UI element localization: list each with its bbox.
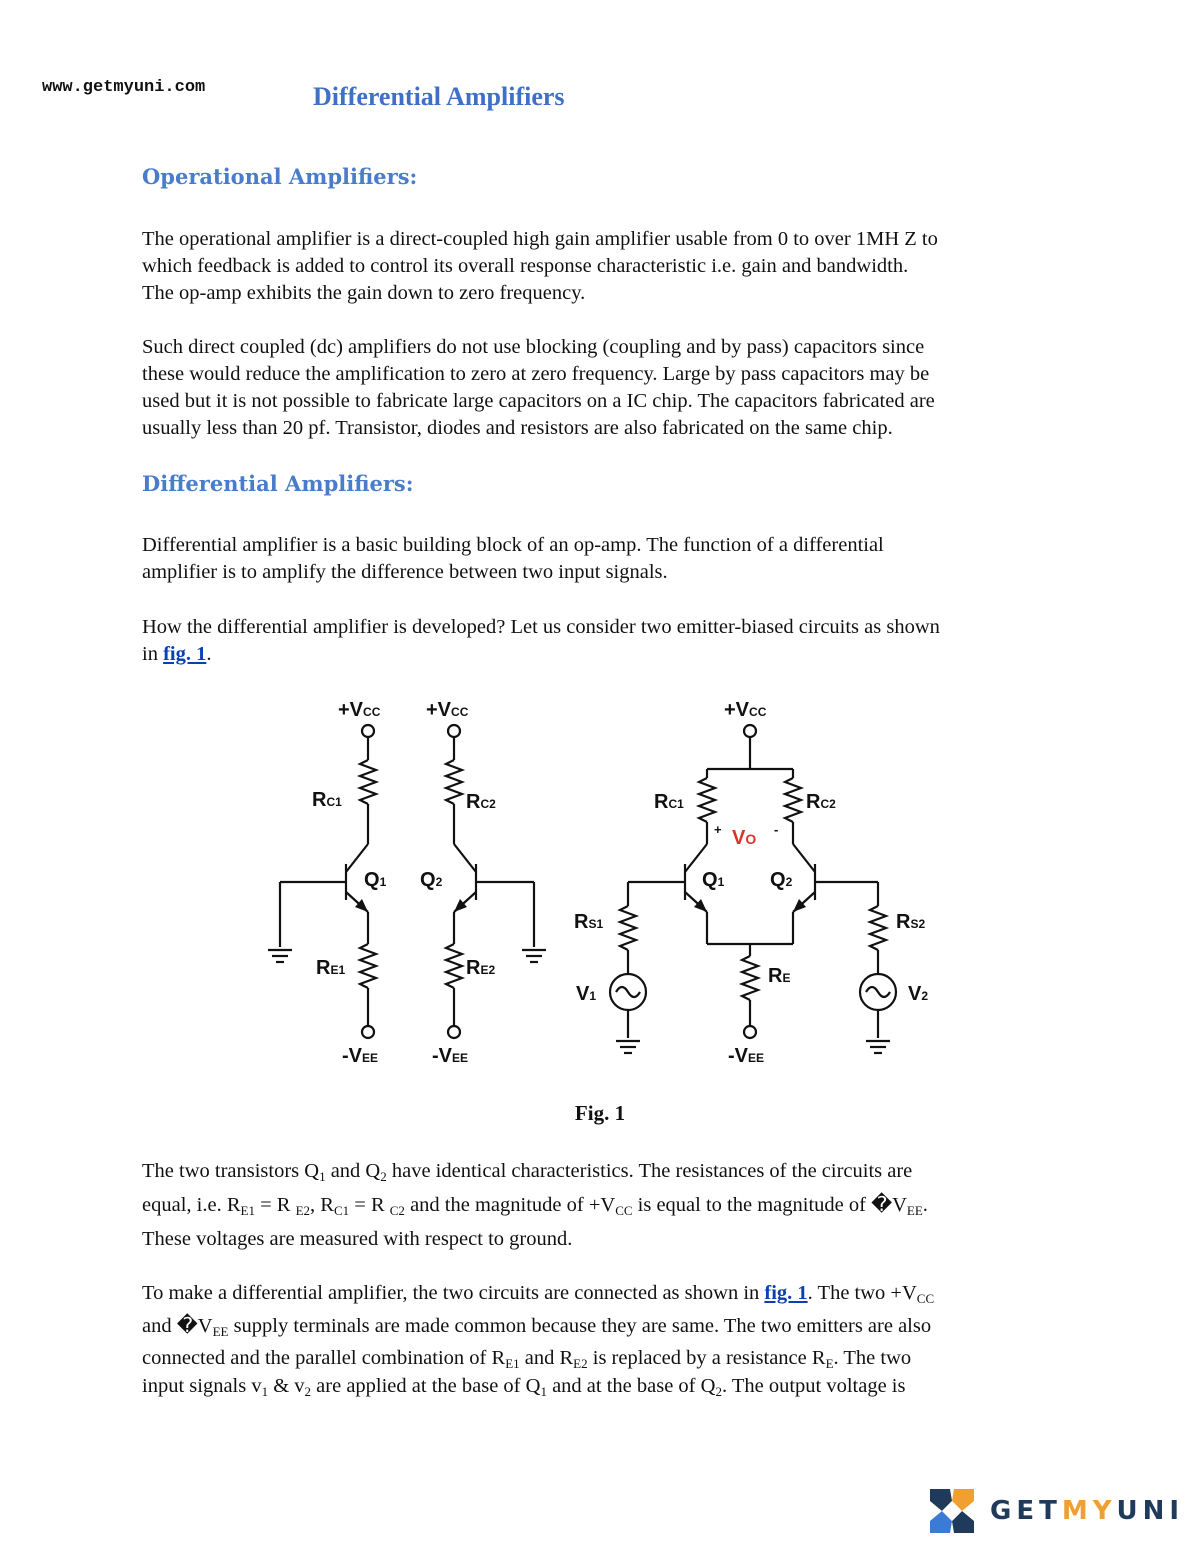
- svg-text:Q2: Q2: [420, 869, 443, 891]
- svg-text:-VEE: -VEE: [432, 1045, 469, 1067]
- paragraph-transistors-identical: The two transistors $Q_1$ and $Q_2$ have identical characteristics. The resistances of the circuits are equal, i.e. $R_{E1} = R$ $_{E2}$, $R_{C1} = R$ $_{C2}$ and the magnitude of $+V_{CC}$ is equal to the magnitude of $�V_{EE}$. These voltages are measured with respect to ground.: [142, 1160, 928, 1250]
- svg-text:+VCC: +VCC: [724, 699, 767, 721]
- svg-text:V2: V2: [908, 983, 929, 1005]
- svg-text:+VCC: +VCC: [426, 699, 469, 721]
- getmyuni-logo: GETMYUNI: [928, 1487, 1158, 1537]
- circuit-diagram-fig-1: [260, 692, 960, 1072]
- svg-text:RE: RE: [768, 965, 791, 987]
- paragraph-diff-amp-intro: Differential amplifier is a basic building block of an op-amp. The function of a differential amplifier is to amplify the difference between two input signals.: [142, 534, 884, 583]
- svg-text:-VEE: -VEE: [728, 1045, 765, 1067]
- svg-text:Q1: Q1: [702, 869, 725, 891]
- svg-text:+: +: [714, 822, 722, 837]
- svg-text:RC2: RC2: [806, 791, 836, 813]
- paragraph-dc-amplifiers: Such direct coupled (dc) amplifiers do not use blocking (coupling and by pass) capacitors since these would reduce the amplification to zero at zero frequency. Large by pass capacitors may be used but it is not possible to fabricate large capacitors on a IC chip. The capacitors fabricated are usually less than 20 pf. Transistor, diodes and resistors are also fabricated on the same chip.: [142, 336, 935, 439]
- svg-text:-: -: [774, 822, 779, 837]
- svg-text:+VCC: +VCC: [338, 699, 381, 721]
- svg-text:RE1: RE1: [316, 957, 346, 979]
- svg-text:RS2: RS2: [896, 911, 926, 933]
- svg-text:-VEE: -VEE: [342, 1045, 379, 1067]
- svg-text:RE2: RE2: [466, 957, 496, 979]
- svg-text:RC1: RC1: [312, 789, 342, 811]
- svg-text:Q1: Q1: [364, 869, 387, 891]
- logo-mark-icon: [928, 1487, 976, 1535]
- fig-1-link[interactable]: fig. 1: [163, 643, 207, 665]
- svg-text:Q2: Q2: [770, 869, 793, 891]
- heading-differential-amplifiers: Differential Amplifiers:: [142, 471, 414, 496]
- svg-text:V1: V1: [576, 983, 597, 1005]
- figure-caption: Fig. 1: [574, 1101, 626, 1125]
- fig-1-link-2[interactable]: fig. 1: [764, 1282, 808, 1304]
- heading-operational-amplifiers: Operational Amplifiers:: [142, 164, 418, 189]
- site-url: www.getmyuni.com: [42, 78, 206, 97]
- paragraph-how-developed: How the differential amplifier is developed? Let us consider two emitter-biased circuits as shown in fig. 1.: [142, 616, 940, 665]
- svg-text:RS1: RS1: [574, 911, 604, 933]
- document-title: Differential Amplifiers: [313, 82, 565, 111]
- svg-text:RC2: RC2: [466, 791, 496, 813]
- svg-text:RC1: RC1: [654, 791, 684, 813]
- paragraph-make-differential: To make a differential amplifier, the two circuits are connected as shown in fig. 1. The two $+V_{CC}$ and $�V_{EE}$ supply terminals are made common because they are same. The two emitters are also connected and the parallel combination of $R_{E1}$ and $R_{E2}$ is replaced by a resistance $R_E$. The two input signals $v_1$ & $v_2$ are applied at the base of $Q_1$ and at the base of $Q_2$. The output voltage is: [142, 1282, 935, 1399]
- svg-text:VO: VO: [732, 827, 757, 849]
- paragraph-op-amp-intro: The operational amplifier is a direct-coupled high gain amplifier usable from 0 to over 1MH Z to which feedback is added to control its overall response characteristic i.e. gain and bandwidth. The op-amp exhibits the gain down to zero frequency.: [142, 228, 938, 304]
